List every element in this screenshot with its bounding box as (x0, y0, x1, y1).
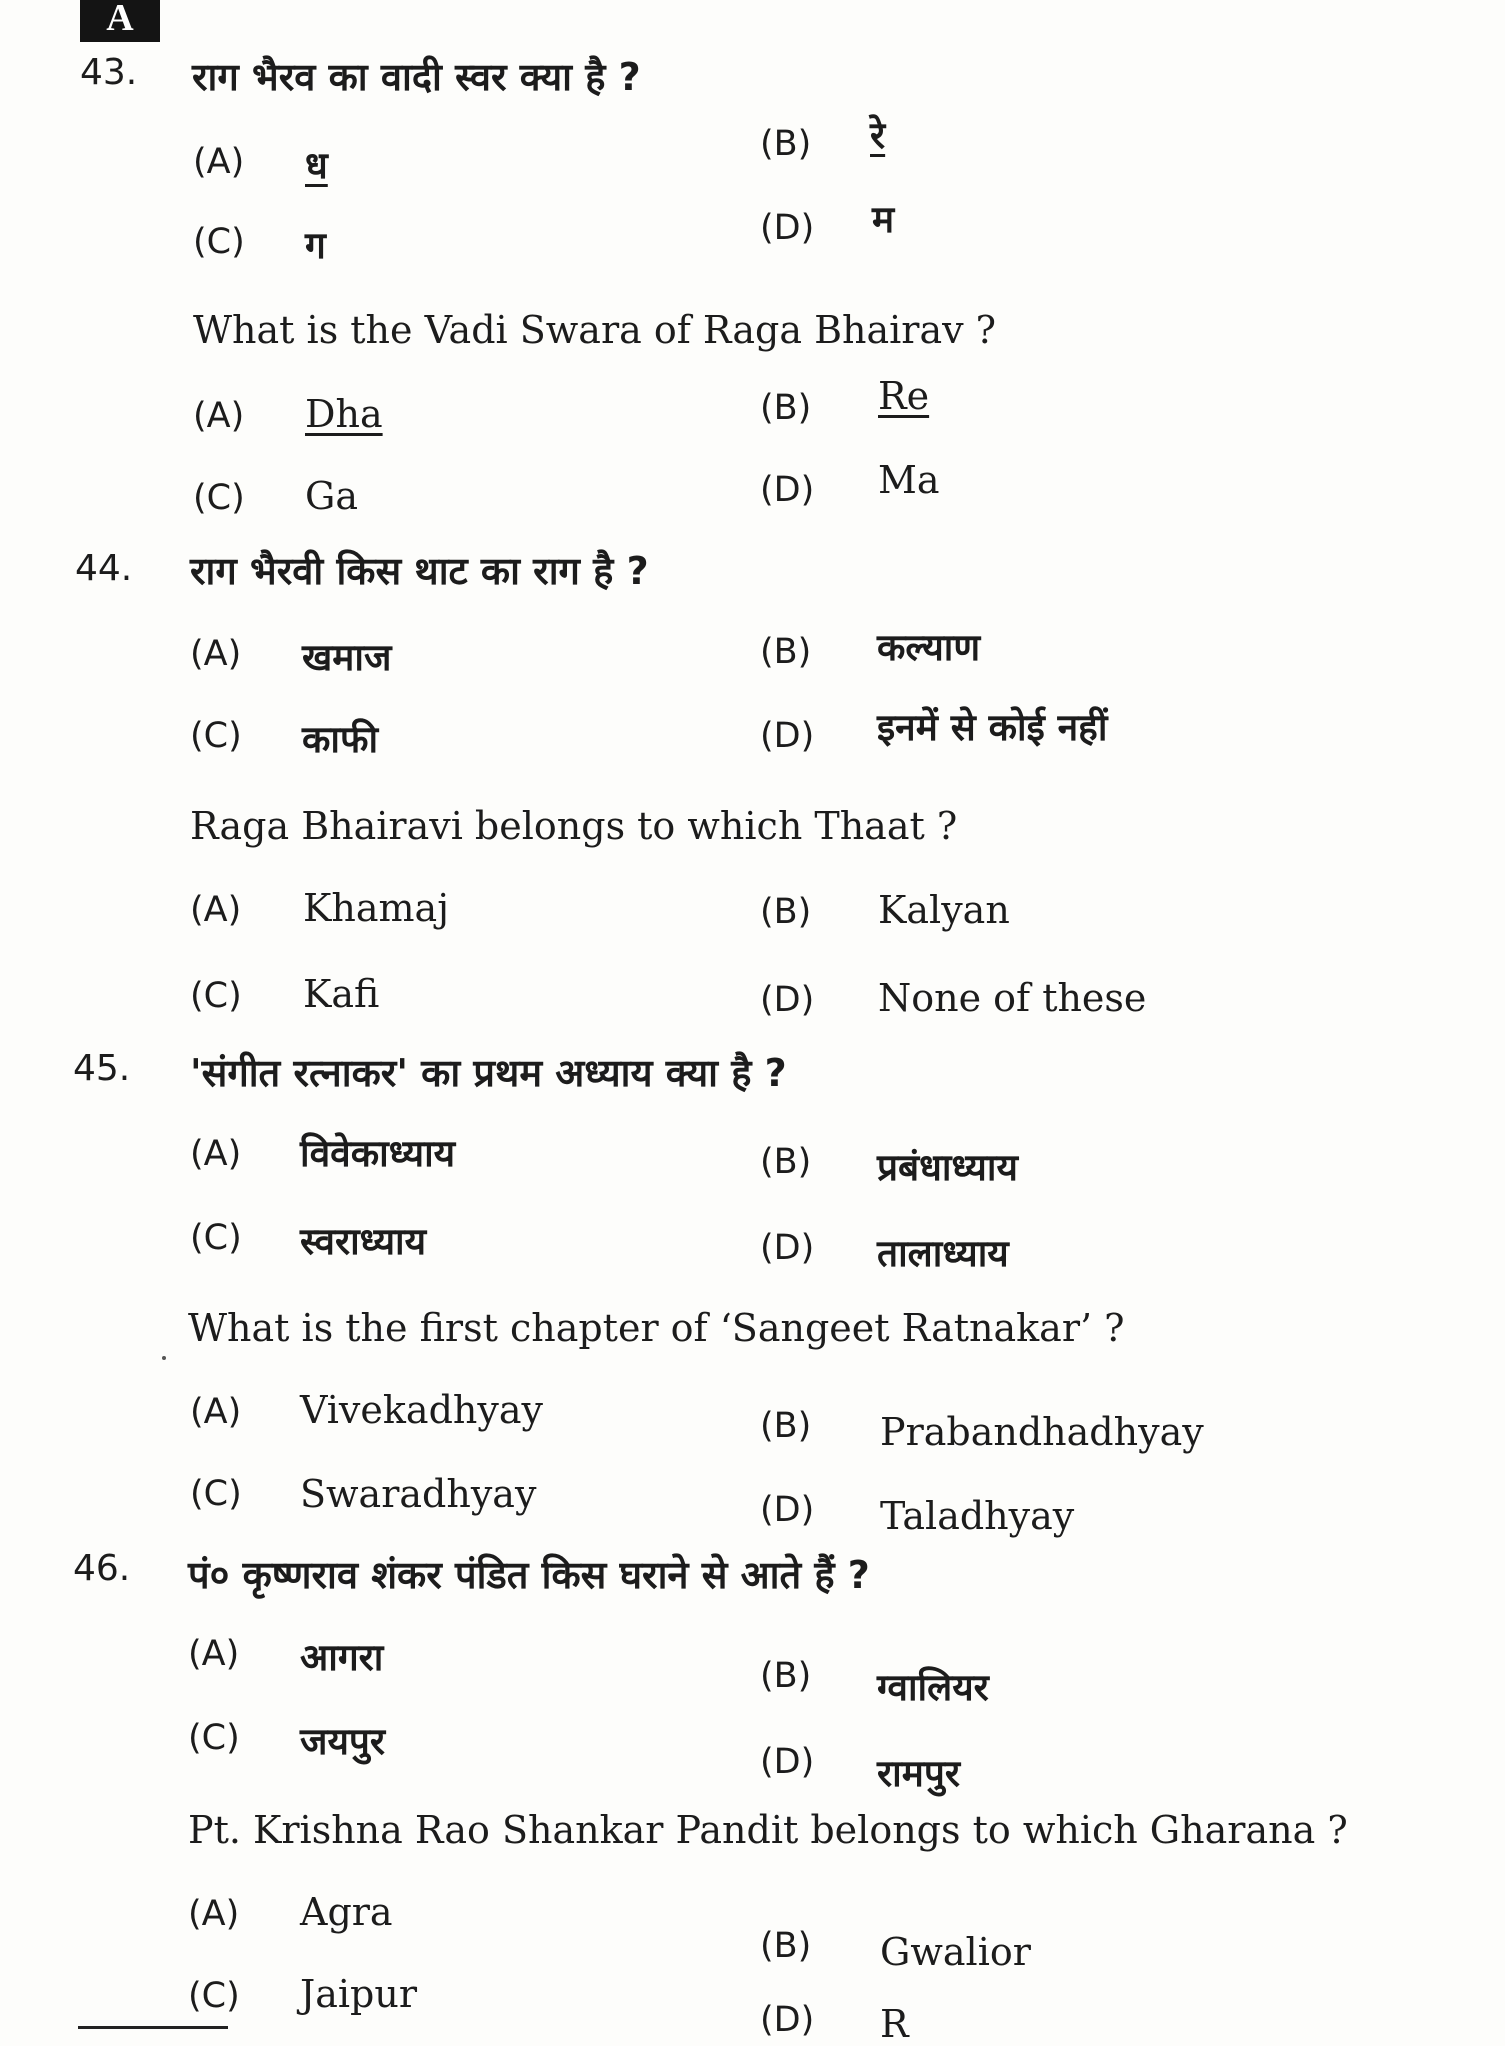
option-label: (B) (760, 892, 812, 932)
question-text-hindi: पं० कृष्णराव शंकर पंडित किस घराने से आते हैं ? (188, 1553, 870, 1597)
option-text: खमाज (302, 636, 392, 679)
option-text: Gwalior (880, 1930, 1031, 1974)
option-text: Vivekadhyay (300, 1388, 543, 1432)
question-text-english: Raga Bhairavi belongs to which Thaat ? (190, 804, 958, 848)
option-label: (D) (760, 470, 815, 510)
option-text: Ma (878, 458, 940, 502)
option-label: (D) (760, 716, 815, 756)
option-label: (A) (188, 1894, 240, 1934)
question-text-hindi: राग भैरवी किस थाट का राग है ? (190, 549, 649, 593)
question-text-english: Pt. Krishna Rao Shankar Pandit belongs to which Gharana ? (188, 1808, 1348, 1852)
option-label: (B) (760, 1926, 812, 1966)
option-label: (C) (190, 976, 242, 1016)
question-text-english: What is the first chapter of ‘Sangeet Ratnakar’ ? (188, 1306, 1125, 1350)
option-text: तालाध्याय (877, 1232, 1009, 1275)
option-text: Prabandhadhyay (880, 1410, 1204, 1454)
page-bottom-rule (78, 2026, 228, 2029)
question-number: 46. (73, 1548, 131, 1589)
question-text-hindi: राग भैरव का वादी स्वर क्या है ? (192, 55, 641, 99)
option-label: (C) (193, 478, 245, 518)
option-label: (A) (193, 396, 245, 436)
option-text: Jaipur (300, 1972, 418, 2016)
option-text: Khamaj (303, 886, 449, 930)
option-text: Kafi (303, 972, 380, 1016)
option-label: (A) (190, 1392, 242, 1432)
option-label: (C) (190, 716, 242, 756)
question-text-english: What is the Vadi Swara of Raga Bhairav ? (193, 308, 997, 352)
option-text: जयपुर (300, 1720, 386, 1763)
option-text: ध (305, 144, 328, 187)
option-label: (C) (190, 1474, 242, 1514)
option-text: म (872, 198, 895, 241)
option-text: Dha (305, 392, 383, 436)
option-label: (A) (193, 142, 245, 182)
option-text: Ga (305, 474, 359, 518)
option-label: (C) (188, 1718, 240, 1758)
option-label: (A) (188, 1634, 240, 1674)
booklet-series-badge: A (80, 0, 160, 42)
option-text: Kalyan (878, 888, 1010, 932)
option-text: प्रबंधाध्याय (877, 1146, 1018, 1189)
option-label: (C) (193, 222, 245, 262)
question-number: 43. (80, 52, 138, 93)
option-text: विवेकाध्याय (300, 1132, 456, 1175)
option-label: (B) (760, 1142, 812, 1182)
question-number: 44. (75, 548, 133, 589)
option-label: (D) (760, 1490, 815, 1530)
option-text: Taladhyay (880, 1494, 1075, 1538)
option-text: Re (878, 374, 930, 418)
question-number: 45. (73, 1048, 131, 1089)
option-label: (B) (760, 632, 812, 672)
option-label: (D) (760, 2000, 815, 2040)
option-label: (D) (760, 1742, 815, 1782)
option-label: (C) (190, 1218, 242, 1258)
option-label: (A) (190, 890, 242, 930)
option-label: (A) (190, 634, 242, 674)
option-text: रामपुर (877, 1752, 960, 1795)
option-label: (D) (760, 980, 815, 1020)
option-text: None of these (878, 976, 1147, 1020)
option-text: कल्याण (877, 626, 981, 669)
option-text: स्वराध्याय (300, 1220, 427, 1263)
option-label: (A) (190, 1134, 242, 1174)
option-text: आगरा (300, 1636, 384, 1679)
option-label: (D) (760, 1228, 815, 1268)
option-text: ग (305, 224, 326, 267)
option-text: काफी (302, 718, 379, 761)
option-text: रे (870, 114, 886, 157)
option-label: (C) (188, 1976, 240, 2016)
option-text: Swaradhyay (300, 1472, 537, 1516)
option-text: R (880, 2002, 909, 2046)
option-label: (B) (760, 124, 812, 164)
option-text: Agra (300, 1890, 393, 1934)
option-text: इनमें से कोई नहीं (877, 706, 1108, 749)
option-label: (D) (760, 208, 815, 248)
option-label: (B) (760, 1406, 812, 1446)
option-label: (B) (760, 388, 812, 428)
option-text: ग्वालियर (877, 1666, 989, 1709)
question-text-hindi: 'संगीत रत्नाकर' का प्रथम अध्याय क्या है ? (190, 1051, 787, 1095)
option-label: (B) (760, 1656, 812, 1696)
